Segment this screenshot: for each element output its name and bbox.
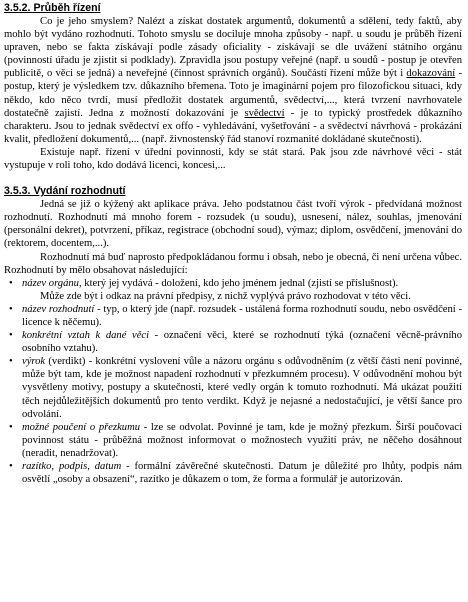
decision-requirements-list [4, 277, 462, 487]
list-item [4, 303, 462, 329]
list-item [4, 421, 462, 460]
paragraph-process-purpose [4, 15, 462, 146]
item-term: razítko, podpis, datum [22, 461, 122, 472]
item-note: Může zde být i odkaz na právní předpisy, z nichž vyplývá právo rozhodovat v této věci. [40, 290, 411, 302]
bullet-icon: • [9, 330, 13, 342]
item-term: výrok [22, 356, 46, 368]
paragraph-decision-forms: Jedná se již o kýžený akt aplikace práva. Jeho podstatnou část tvoří výrok - předvídaná možnost rozhodnutí. Rozhodnutí má mnoho forem - rozsudek (u soudu), usnesení, nález, souhlas, jmenování (personální dekret), potvrzení, příkaz, registrace (obchodní soud), výmaz; diplom, osvědčení, jmenování do (rektorem, docentem,...). [4, 199, 462, 250]
bullet-icon: • [9, 421, 13, 433]
section-heading-decision: 3.5.3. Vydání rozhodnutí [4, 185, 126, 198]
item-text: - označení věci, které se rozhodnutí týká (označení věcně-právního osobního vztahu). [22, 330, 462, 355]
bullet-icon: • [9, 303, 13, 315]
list-item [4, 355, 462, 420]
term-svedectvi: svědectví [244, 107, 285, 119]
list-item [4, 277, 462, 303]
paragraph-text: Co je jeho smyslem? Nalézt a získat dostatek argumentů, dokumentů a sdělení, tedy faktů, aby mohlo být vydáno rozhodnutí. Tohoto smyslu se dociluje mnoha způsoby - např. u soudu je průběh řízení upraven, nebo se fakta získávají podle zásady oficiality - získávají se dle uvážení státního orgánu (povinností úřadu je zjistit si podklady). Zpravidla jsou postupy veřejné (např. u soudů - postup je otevřen publicitě, o věci se jedná) a neveřejné (činnost správních orgánů). Součástí řízení může být i [4, 16, 462, 80]
list-item [4, 460, 462, 486]
bullet-icon: • [9, 277, 13, 289]
section-heading-process: 3.5.2. Průběh řízení [4, 2, 101, 14]
term-dokazovani: dokazování [406, 68, 456, 80]
item-term: název rozhodnutí [22, 303, 95, 315]
item-text: - lze se odvolat. Povinné je tam, kde je možný přezkum. Širší poučovací povinnost státu - průběžná možnost informovat o možnostech využití práv, ne něčeho dosáhnout (neradit, nenadržovat). [22, 421, 462, 459]
item-term: název orgánu [22, 277, 79, 289]
list-item [4, 329, 462, 355]
item-text: , který jej vydává - doložení, kdo jeho jménem jednal (zjistí se příslušnost). [78, 277, 399, 289]
item-text: (verdikt) - konkrétní vyslovení vůle a názoru orgánu s odůvodněním (z větší části není povinné, může být tam, kde je možnost napadení rozhodnutí v přezkumném procesu). V odůvodnění mohou být vysvětleny motivy, postupy a skutečnosti, které vedly orgán k tomuto rozhodnutí. Má ukázat použití těch nejdůležitějších dokumentů pro tento verdikt. Když je nejasné a nedostačující, je větší šance pro odvolání. [22, 356, 462, 420]
item-text: - formální závěrečné skutečnosti. Datum je důležité pro lhůty, podpis nám osvětlí „osoby a obsazení“, razítko je důkazem o tom, že forma a formulář je autorizován. [22, 461, 462, 486]
bullet-icon: • [9, 356, 13, 368]
paragraph-official-duty: Existuje např. řízení v úřední povinnosti, kdy se stát stará. Pak jsou zde návrhové věci - stát vystupuje v roli toho, kdo dodává licenci, koncesi,... [4, 146, 462, 172]
paragraph-text: - je to typický prostředek důkazního charakteru. Jsou to jednak svědectví ex offo - vyhledávání, vyšetřování - a svědectví návrhová - prokázání kvalit, předložení dokumentů,... (např. živnostenský řád stanoví rozmanité dokládané skutečnosti). [4, 107, 462, 145]
paragraph-decision-content: Rozhodnutí má buď naprosto předpokládanou formu i obsah, nebo je obecná, či není určena vůbec. Rozhodnutí by mělo obsahovat následující: [4, 251, 462, 276]
section-gap [4, 172, 462, 185]
bullet-icon: • [9, 461, 13, 472]
item-term: konkrétní vztah k dané věci [22, 330, 150, 342]
paragraph-text: - postup, který je výsledkem tzv. důkazního břemena. Toto je imaginární pojem pro filozofickou situaci, kdy někdo, kdo něco tvrdí, musí předložit dostatek argumentů, svědectví,..., která tvrzení navrhovatele dostatečně zajistí. Jedna z možností dokazování je [4, 68, 462, 119]
item-text: - typ, o který jde (např. rozsudek - ustálená forma rozhodnutí soudu, nebo osvědčení - licence k něčemu). [22, 303, 462, 328]
item-term: možné poučení o přezkumu [22, 421, 141, 433]
